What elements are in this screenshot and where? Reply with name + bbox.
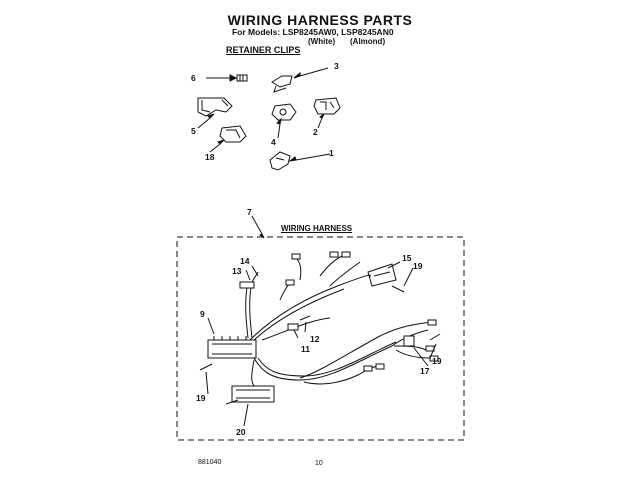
callout-4: 4 xyxy=(271,137,276,147)
connector-9 xyxy=(208,336,256,358)
callout-20: 20 xyxy=(236,427,246,437)
callout-19-top: 19 xyxy=(413,261,423,271)
leader-7 xyxy=(252,216,262,234)
part-6-screw xyxy=(206,75,247,81)
part-2-clip xyxy=(314,98,340,128)
callout-13: 13 xyxy=(232,266,242,276)
callout-15: 15 xyxy=(402,253,412,263)
callout-1: 1 xyxy=(329,148,334,158)
callout-11: 11 xyxy=(301,344,310,354)
connector-15 xyxy=(368,264,396,286)
callout-9: 9 xyxy=(200,309,205,319)
footer-code: 881040 xyxy=(198,459,222,466)
models-line: For Models: LSP8245AW0, LSP8245AN0 xyxy=(232,27,394,37)
callout-19-left: 19 xyxy=(196,393,206,403)
page-title: WIRING HARNESS PARTS xyxy=(227,12,413,28)
retainer-clips-heading: RETAINER CLIPS xyxy=(226,45,301,55)
terminals xyxy=(240,252,438,371)
part-1-clip xyxy=(270,152,330,170)
callout-14: 14 xyxy=(240,256,250,266)
part-5-clip xyxy=(198,98,232,128)
bundle-main xyxy=(250,275,370,340)
callout-18: 18 xyxy=(205,152,215,162)
callout-5: 5 xyxy=(191,126,196,136)
connector-20 xyxy=(232,386,274,402)
color-white-label: (White) xyxy=(308,37,336,46)
wiring-harness-heading: WIRING HARNESS xyxy=(281,224,353,233)
callout-7: 7 xyxy=(247,207,252,217)
part-3-clip xyxy=(272,68,328,92)
part-18-clip xyxy=(210,126,246,152)
callout-19-right: 19 xyxy=(432,356,442,366)
callout-3: 3 xyxy=(334,61,339,71)
callout-12: 12 xyxy=(310,334,320,344)
callout-6: 6 xyxy=(191,73,196,83)
callout-2: 2 xyxy=(313,127,318,137)
part-4-clip xyxy=(272,104,296,138)
callout-17: 17 xyxy=(420,366,430,376)
page-number: 10 xyxy=(315,460,323,467)
color-almond-label: (Almond) xyxy=(350,37,386,46)
